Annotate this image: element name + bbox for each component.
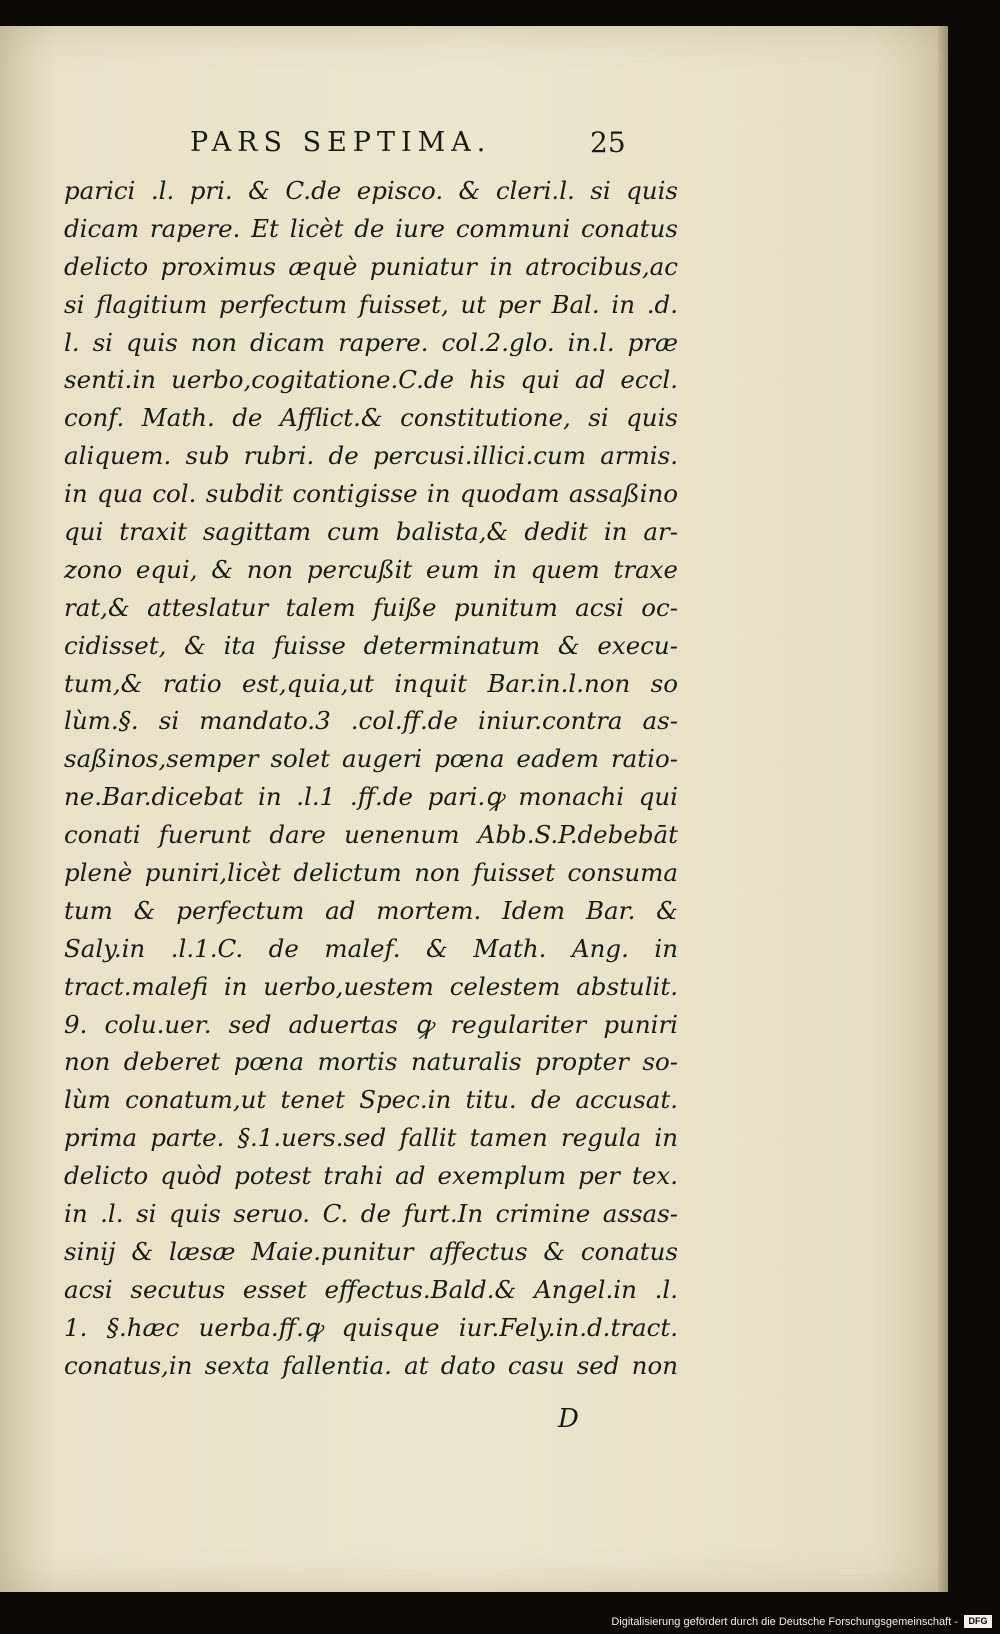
running-head-title: PARS SEPTIMA.: [190, 127, 492, 158]
text-line: tum & perfectum ad mortem. Idem Bar. &: [64, 895, 678, 925]
text-line: senti.in uerbo,cogitatione.C.de his qui ad eccl.: [64, 365, 678, 395]
text-line: in .l. si quis seruo. C. de furt.In crimine assas-: [64, 1199, 678, 1229]
text-line: 1. §.hæc uerba.ff.ꝙ quisque iur.Fely.in.d.tract.: [64, 1312, 678, 1342]
text-line: non deberet pœna mortis naturalis propter so-: [64, 1047, 678, 1077]
text-line: l. si quis non dicam rapere. col.2.glo. in.l. præ: [64, 327, 678, 357]
book-page: [0, 26, 948, 1592]
text-line: si flagitium perfectum fuisset, ut per Bal. in .d.: [64, 289, 678, 319]
text-line: plenè puniri,licèt delictum non fuisset consuma: [64, 858, 678, 888]
text-line: saßinos,semper solet augeri pœna eadem ratio-: [64, 744, 678, 774]
funding-note: Digitalisierung gefördert durch die Deutsche Forschungsgemeinschaft -: [611, 1616, 958, 1628]
text-line: 9. colu.uer. sed aduertas ꝙ regulariter puniri: [64, 1009, 678, 1039]
text-line: in qua col. subdit contigisse in quodam assaßino: [64, 479, 678, 509]
footer-bar: [0, 1602, 1000, 1634]
text-line: conf. Math. de Afflict.& constitutione, si quis: [64, 403, 678, 433]
text-line: delicto quòd potest trahi ad exemplum per tex.: [64, 1161, 678, 1191]
page-number: 25: [590, 126, 626, 159]
text-line: dicam rapere. Et licèt de iure communi conatus: [64, 213, 678, 243]
text-line: parici .l. pri. & C.de episco. & cleri.l. si quis: [64, 176, 678, 205]
text-line: zono equi, & non percußit eum in quem traxe: [64, 554, 678, 584]
text-line: acsi secutus esset effectus.Bald.& Angel.in .l.: [64, 1274, 678, 1304]
text-line: delicto proximus æquè puniatur in atrocibus,ac: [64, 251, 678, 281]
text-line: tract.malefi in uerbo,uestem celestem abstulit.: [64, 971, 678, 1001]
text-line: rat,& atteslatur talem fuiße punitum acsi oc-: [64, 592, 678, 622]
text-line: aliquem. sub rubri. de percusi.illici.cum armis.: [64, 441, 678, 471]
text-line: Saly.in .l.1.C. de malef. & Math. Ang. in: [64, 933, 678, 963]
text-line: lùm.§. si mandato.3 .col.ff.de iniur.contra as-: [64, 706, 678, 736]
text-line: tum,& ratio est,quia,ut inquit Bar.in.l.non so: [64, 668, 678, 698]
text-line: conati fuerunt dare uenenum Abb.S.P.debebāt: [64, 820, 678, 850]
text-line: conatus,in sexta fallentia. at dato casu sed non: [64, 1350, 678, 1380]
text-line: ne.Bar.dicebat in .l.1 .ff.de pari.ꝙ monachi qui: [64, 782, 678, 812]
page-edge-shadow: [938, 26, 948, 1592]
text-line: prima parte. §.1.uers.sed fallit tamen regula in: [64, 1123, 678, 1153]
text-line: sinij & læsæ Maie.punitur affectus & conatus: [64, 1236, 678, 1266]
text-line: qui traxit sagittam cum balista,& dedit in ar-: [64, 517, 678, 547]
catchword-signature: D: [558, 1404, 579, 1434]
dfg-logo: DFG: [964, 1615, 992, 1628]
body-text: [64, 172, 678, 1385]
text-line: lùm conatum,ut tenet Spec.in titu. de accusat.: [64, 1085, 678, 1115]
running-head: [190, 116, 630, 170]
text-line: cidisset, & ita fuisse determinatum & execu-: [64, 630, 678, 660]
